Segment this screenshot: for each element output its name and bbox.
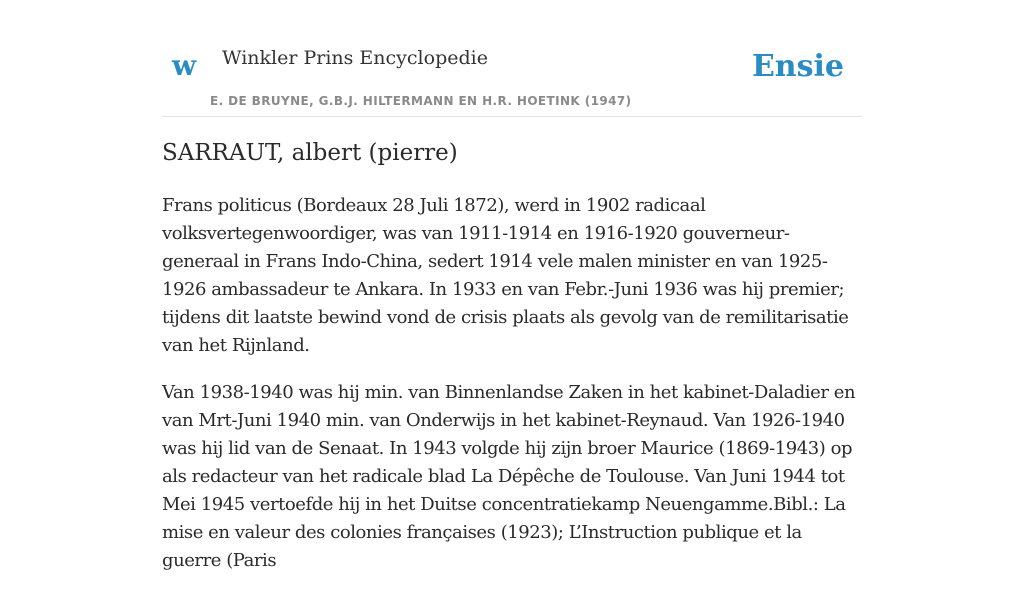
article-paragraph-2: Van 1938-1940 was hij min. van Binnenlandse Zaken in het kabinet-Daladier en van Mrt-Juni 1940 min. van Onderwijs in het kabinet-Reynaud. Van 1926-1940 was hij lid van de Senaat. In 1943 volgde hij zijn broer Maurice (1869-1943) op als redacteur van het radicale blad La Dépêche de Toulouse. Van Juni 1944 tot Mei 1945 vertoefde hij in het Duitse concentratiekamp Neuengamme.Bibl.: La mise en valeur des colonies françaises (1923); L’Instruction publique et la guerre (Paris — [162, 382, 856, 571]
authors-line: E. DE BRUYNE, G.B.J. HILTERMANN EN H.R. HOETINK (1947) — [210, 94, 632, 108]
article-title: SARRAUT, albert (pierre) — [162, 140, 458, 166]
encyclopedia-logo[interactable]: w — [172, 49, 197, 82]
encyclopedia-title[interactable]: Winkler Prins Encyclopedie — [222, 47, 488, 69]
ensie-brand-logo[interactable]: Ensie — [751, 49, 844, 84]
article-paragraph-1: Frans politicus (Bordeaux 28 Juli 1872), werd in 1902 radicaal volksvertegenwoordiger, was van 1911-1914 en 1916-1920 gouverneur-generaal in Frans Indo-China, sedert 1914 vele malen minister en van 1925-1926 ambassadeur te Ankara. In 1933 en van Febr.-Juni 1936 was hij premier; tijdens dit laatste bewind vond de crisis plaats als gevolg van de remilitarisatie van het Rijnland. — [162, 195, 849, 356]
article-body — [162, 192, 862, 594]
site-header — [162, 0, 862, 117]
